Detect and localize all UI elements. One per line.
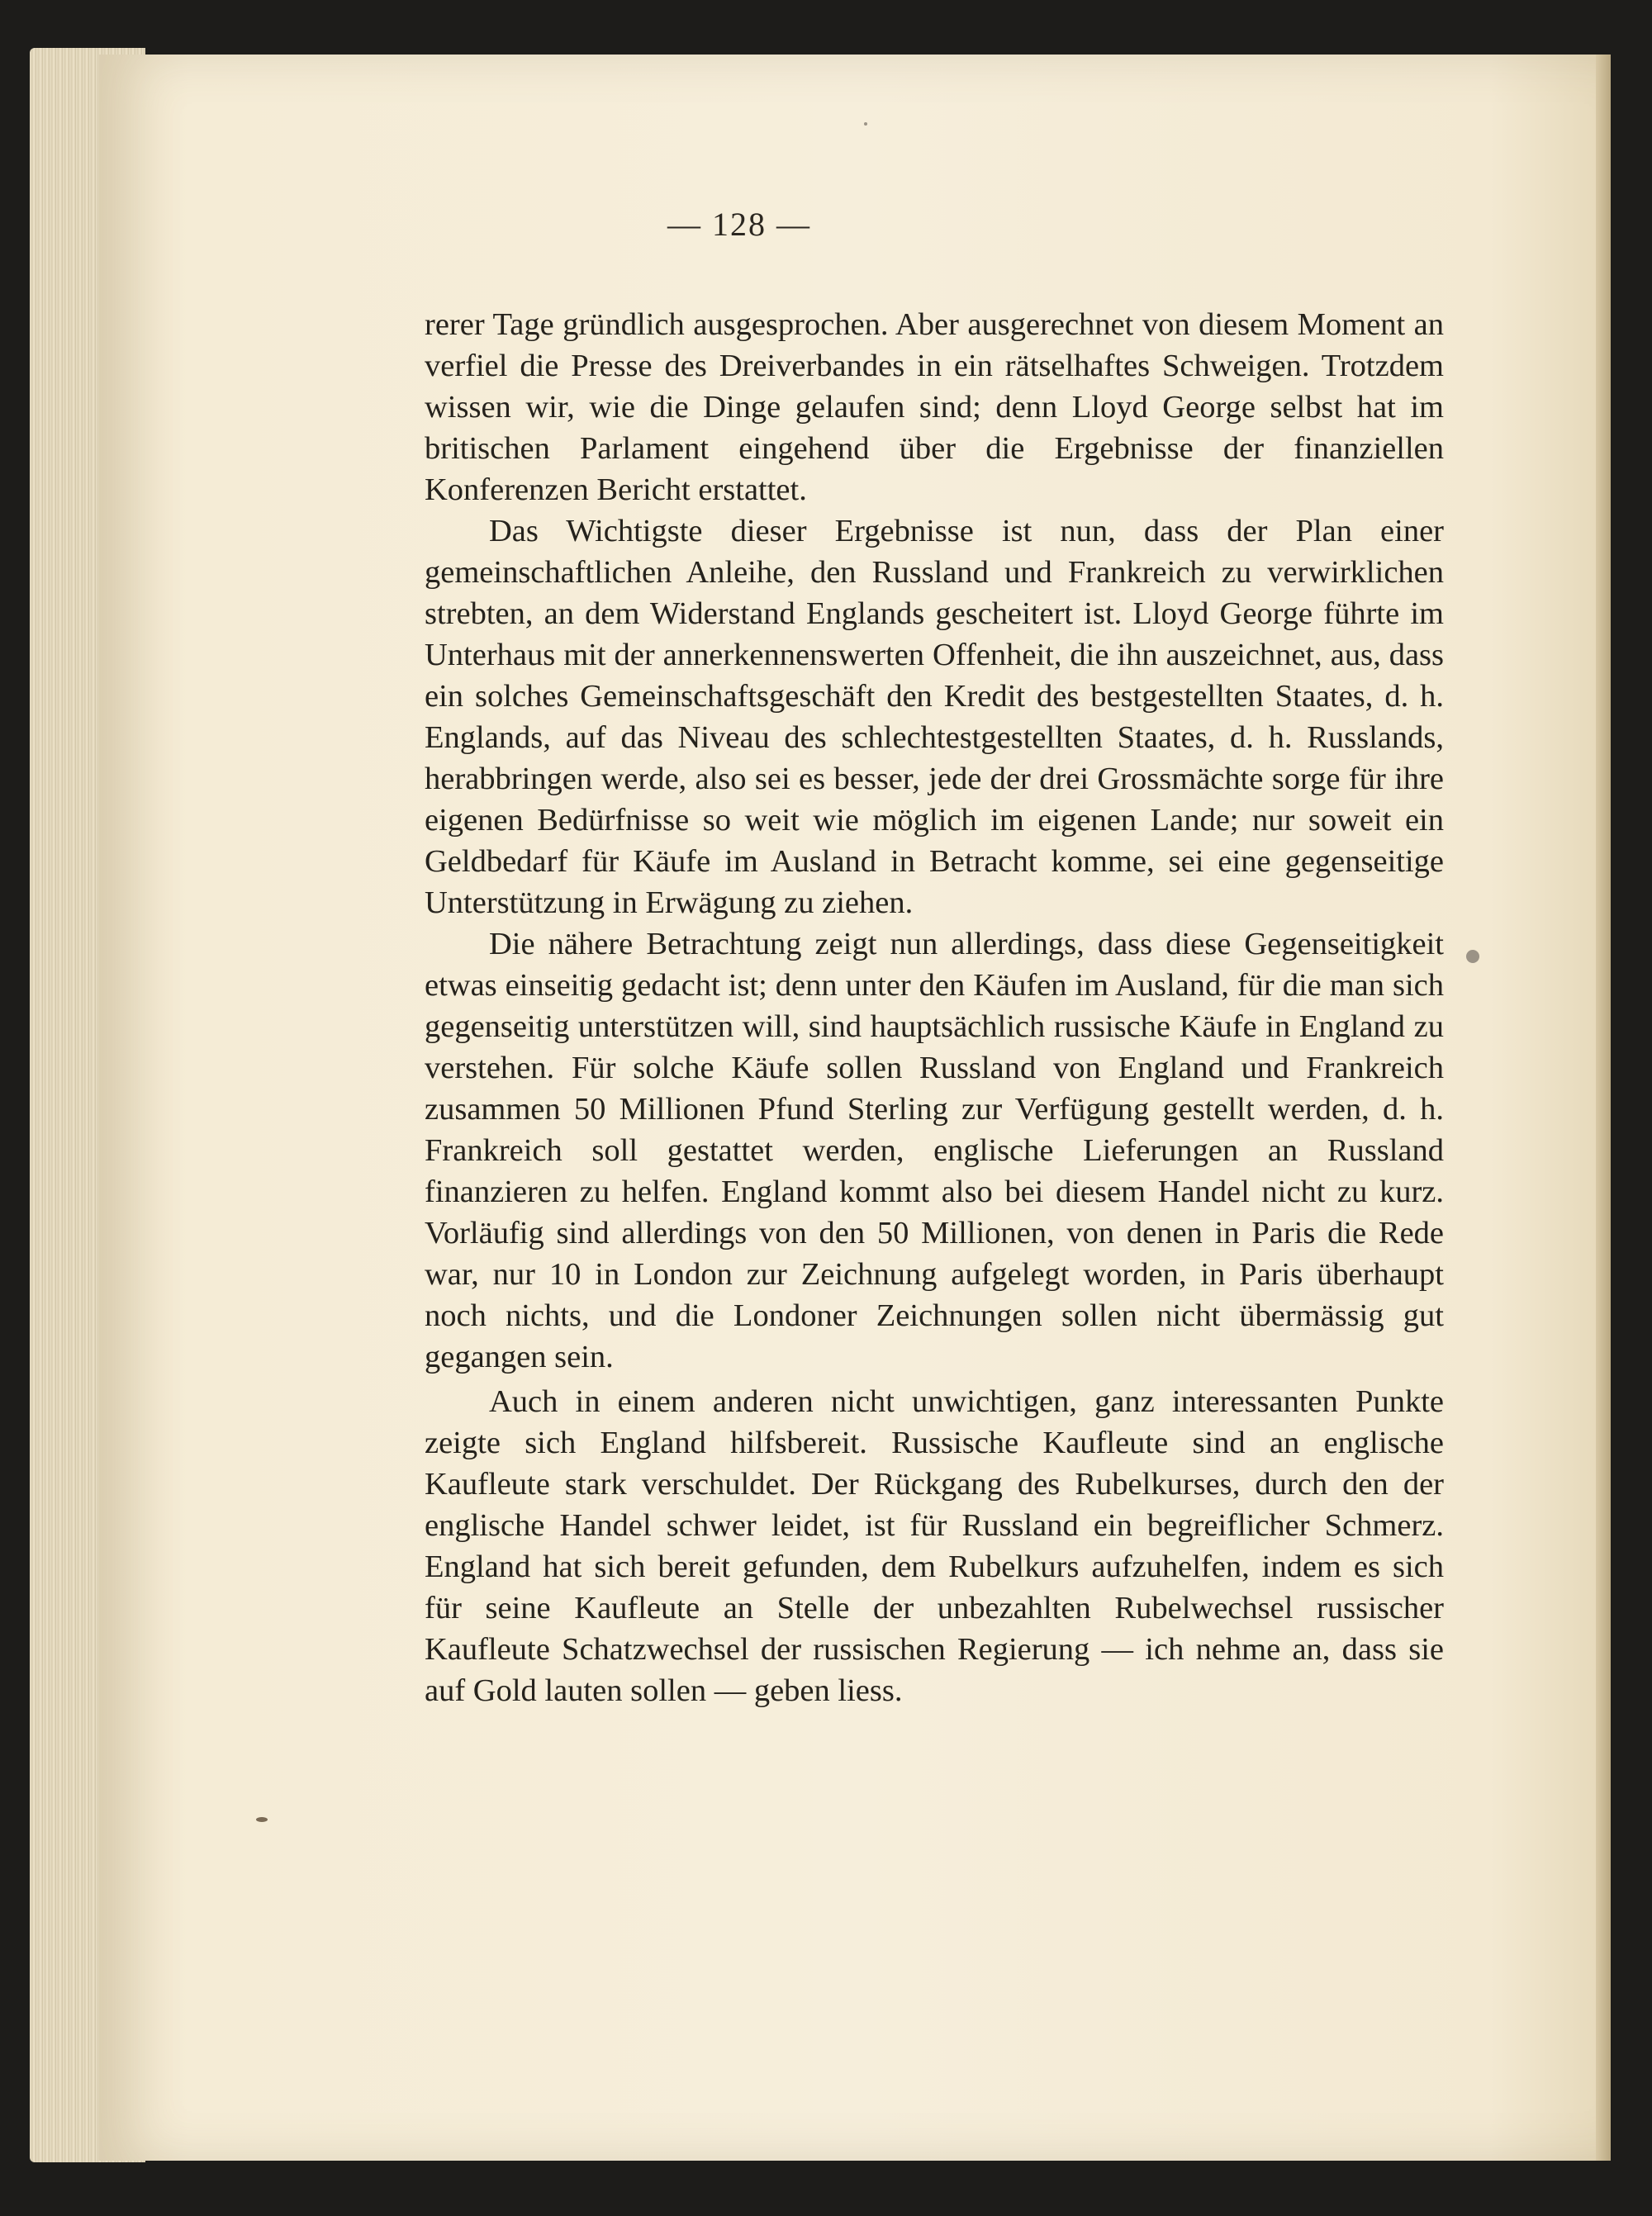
paragraph-3: Die nähere Betrachtung zeigt nun allerdings, dass diese Gegenseitigkeit etwas einseitig gedacht ist; denn unter den Käufen im Ausland, für die man sich gegenseitig unterstützen will, sind hauptsächlich russische Käufe in England zu verstehen. Für solche Käufe sollen Russland von England und Frankreich zusammen 50 Millionen Pfund Sterling zur Verfügung gestellt werden, d. h. Frankreich soll gestattet werden, englische Lieferungen an Russland finanzieren zu helfen. England kommt also bei diesem Handel nicht zu kurz. Vorläufig sind allerdings von den 50 Millionen, von denen in Paris die Rede war, nur 10 in London zur Zeichnung aufgelegt worden, in Paris überhaupt noch nichts, und die Londoner Zeichnungen sollen nicht übermässig gut gegangen sein. <box>425 927 1444 1374</box>
book-gutter <box>1596 55 1611 2161</box>
paragraph-1: rerer Tage gründlich ausgesprochen. Aber ausgerechnet von diesem Moment an verfiel die Presse des Dreiverbandes in ein rätselhaftes Schweigen. Trotzdem wissen wir, wie die Dinge gelaufen sind; denn Lloyd George selbst hat im britischen Parlament eingehend über die Ergebnisse der finanziellen Konferenzen Bericht erstattet. <box>425 307 1444 507</box>
body-text <box>425 304 1444 1711</box>
paragraph-4: Auch in einem anderen nicht unwichtigen, ganz interessanten Punkte zeigte sich England hilfsbereit. Russische Kaufleute sind an englische Kaufleute stark verschuldet. Der Rückgang des Rubelkurses, durch den der englische Handel schwer leidet, ist für Russland ein begreiflicher Schmerz. England hat sich bereit gefunden, dem Rubelkurs aufzuhelfen, indem es sich für seine Kaufleute an Stelle der unbezahlten Rubelwechsel russischer Kaufleute Schatzwechsel der russischen Regierung — ich nehme an, dass sie auf Gold lauten sollen — geben liess. <box>425 1384 1444 1708</box>
page-number: — 128 — <box>667 206 811 243</box>
paragraph-2: Das Wichtigste dieser Ergebnisse ist nun, dass der Plan einer gemeinschaftlichen Anleihe, den Russland und Frankreich zu verwirklichen strebten, an dem Widerstand Englands gescheitert ist. Lloyd George führte im Unterhaus mit der annerkennenswerten Offenheit, die ihn auszeichnet, aus, dass ein solches Gemeinschaftsgeschäft den Kredit des bestgestellten Staates, d. h. Englands, auf das Niveau des schlechtestgestellten Staates, d. h. Russlands, herabbringen werde, also sei es besser, jede der drei Grossmächte sorge für ihre eigenen Bedürfnisse so weit wie möglich im eigenen Lande; nur soweit ein Geldbedarf für Käufe im Ausland in Betracht komme, sei eine gegenseitige Unterstützung in Erwägung zu ziehen. <box>425 514 1444 920</box>
paper-speck <box>864 122 867 126</box>
paper-speck <box>1466 950 1479 963</box>
paper-speck <box>256 1817 268 1822</box>
